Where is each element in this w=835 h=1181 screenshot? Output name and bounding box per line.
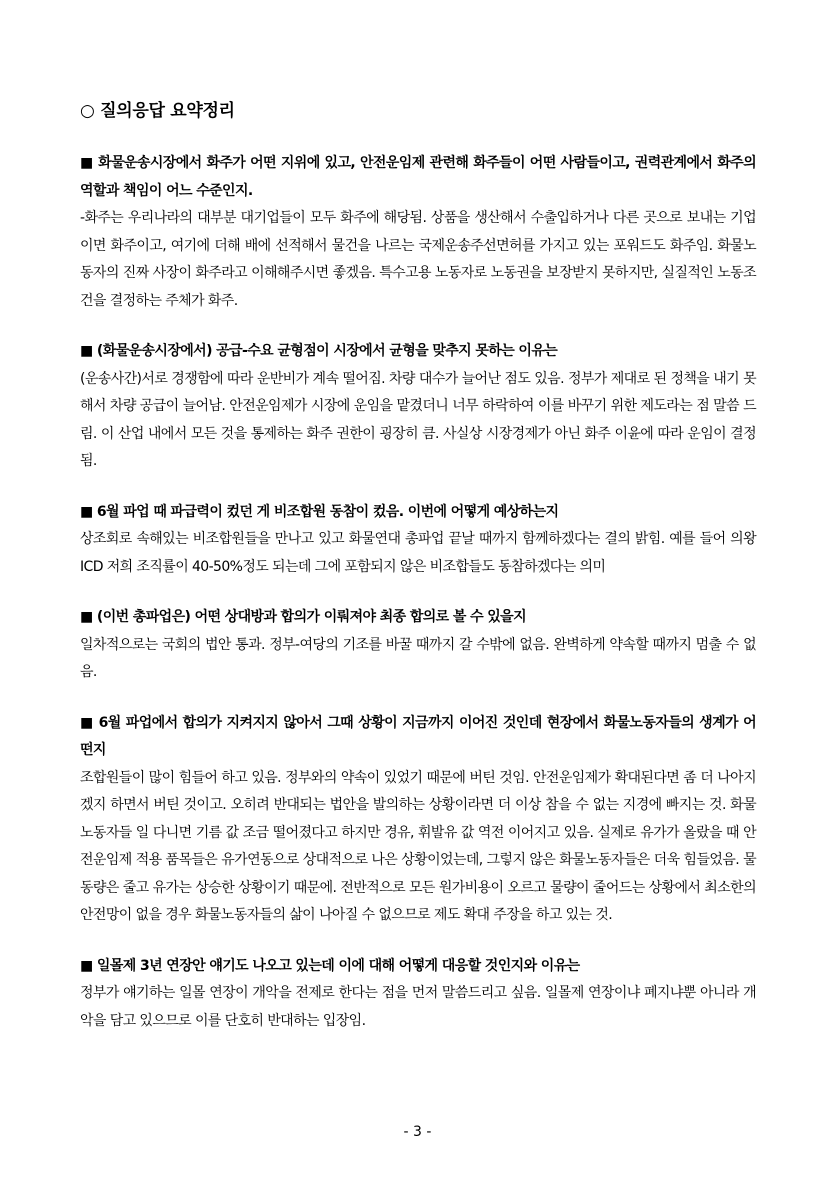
qa-item bbox=[80, 338, 756, 476]
qa-item bbox=[80, 150, 756, 315]
answer-text: 정부가 얘기하는 일몰 연장이 개악을 전제로 한다는 점을 먼저 말씀드리고 싶음. 일몰제 연장이냐 폐지냐뿐 아니라 개악을 담고 있으므로 이를 단호히 반대하는 입장임. bbox=[80, 985, 756, 1029]
answer-text: 일차적으로는 국회의 법안 통과. 정부-여당의 기조를 바꿀 때까지 갈 수밖에 없음. 완벽하게 약속할 때까지 멈출 수 없음. bbox=[80, 636, 756, 680]
question-text: ■ 화물운송시장에서 화주가 어떤 지위에 있고, 안전운임제 관련해 화주들이 어떤 사람들이고, 권력관계에서 화주의 역할과 책임이 어느 수준인지. bbox=[80, 155, 756, 199]
qa-item bbox=[80, 604, 756, 687]
answer-text: 조합원들이 많이 힘들어 하고 있음. 정부와의 약속이 있었기 때문에 버틴 것임. 안전운임제가 확대된다면 좀 더 나아지겠지 하면서 버틴 것이고. 오히려 반대되는 법안을 발의하는 상황이라면 더 이상 참을 수 없는 지경에 빠지는 것. 화물노동자들 일 다니면 기름 값 조금 떨어졌다고 하지만 경유, 휘발유 값 역전 이어지고 있음. 실제로 유가가 올랐을 때 안전운임제 적용 품목들은 유가연동으로 상대적으로 나은 상황이었는데, 그렇지 않은 화물노동자들은 더욱 힘들었음. 물동량은 줄고 유가는 상승한 상황이기 때문에. 전반적으로 모든 원가비용이 오르고 물량이 줄어드는 상황에서 최소한의 안전망이 없을 경우 화물노동자들의 삶이 나아질 수 없으므로 제도 확대 주장을 하고 있는 것. bbox=[80, 769, 756, 923]
question-text: ■ 6월 파업 때 파급력이 컸던 게 비조합원 동참이 컸음. 이번에 어떻게 예상하는지 bbox=[80, 503, 559, 520]
answer-text: 상조회로 속해있는 비조합원들을 만나고 있고 화물연대 총파업 끝날 때까지 함께하겠다는 결의 밝힘. 예를 들어 의왕 ICD 저희 조직률이 40-50%정도 되는데 그에 포함되지 않은 비조합들도 동참하겠다는 의미 bbox=[80, 531, 756, 575]
qa-item bbox=[80, 499, 756, 582]
question-text: ■ (이번 총파업은) 어떤 상대방과 합의가 이뤄져야 최종 합의로 볼 수 있을지 bbox=[80, 609, 527, 625]
question-text: ■ 일몰제 3년 연장안 얘기도 나오고 있는데 이에 대해 어떻게 대응할 것인지와 이유는 bbox=[80, 957, 580, 974]
page-number: - 3 - bbox=[403, 1124, 432, 1140]
qa-item bbox=[80, 953, 756, 1036]
answer-text: (운송사간)서로 경쟁함에 따라 운반비가 계속 떨어짐. 차량 대수가 늘어난 점도 있음. 정부가 제대로 된 정책을 내기 못해서 차량 공급이 늘어남. 안전운임제가 시장에 운임을 맡겼더니 너무 하락하여 이를 바꾸기 위한 제도라는 점 말씀 드림. 이 산업 내에서 모든 것을 통제하는 화주 권한이 굉장히 큼. 사실상 시장경제가 아닌 화주 이윤에 따라 운임이 결정됨. bbox=[80, 370, 756, 469]
section-title: ○ 질의응답 요약정리 bbox=[80, 101, 235, 121]
qa-item bbox=[80, 710, 756, 930]
question-text: ■ 6월 파업에서 합의가 지켜지지 않아서 그때 상황이 지금까지 이어진 것인데 현장에서 화물노동자들의 생계가 어떤지 bbox=[80, 714, 756, 758]
answer-text: -화주는 우리나라의 대부분 대기업들이 모두 화주에 해당됨. 상품을 생산해서 수출입하거나 다른 곳으로 보내는 기업이면 화주이고, 여기에 더해 배에 선적해서 물건을 나르는 국제운송주선면허를 가지고 있는 포워드도 화주임. 화물노동자의 진짜 사장이 화주라고 이해해주시면 좋겠음. 특수고용 노동자로 노동권을 보장받지 못하지만, 실질적인 노동조건을 결정하는 주체가 화주. bbox=[80, 210, 756, 309]
question-text: ■ (화물운송시장에서) 공급-수요 균형점이 시장에서 균형을 맞추지 못하는 이유는 bbox=[80, 343, 558, 359]
qa-list bbox=[80, 150, 756, 1058]
